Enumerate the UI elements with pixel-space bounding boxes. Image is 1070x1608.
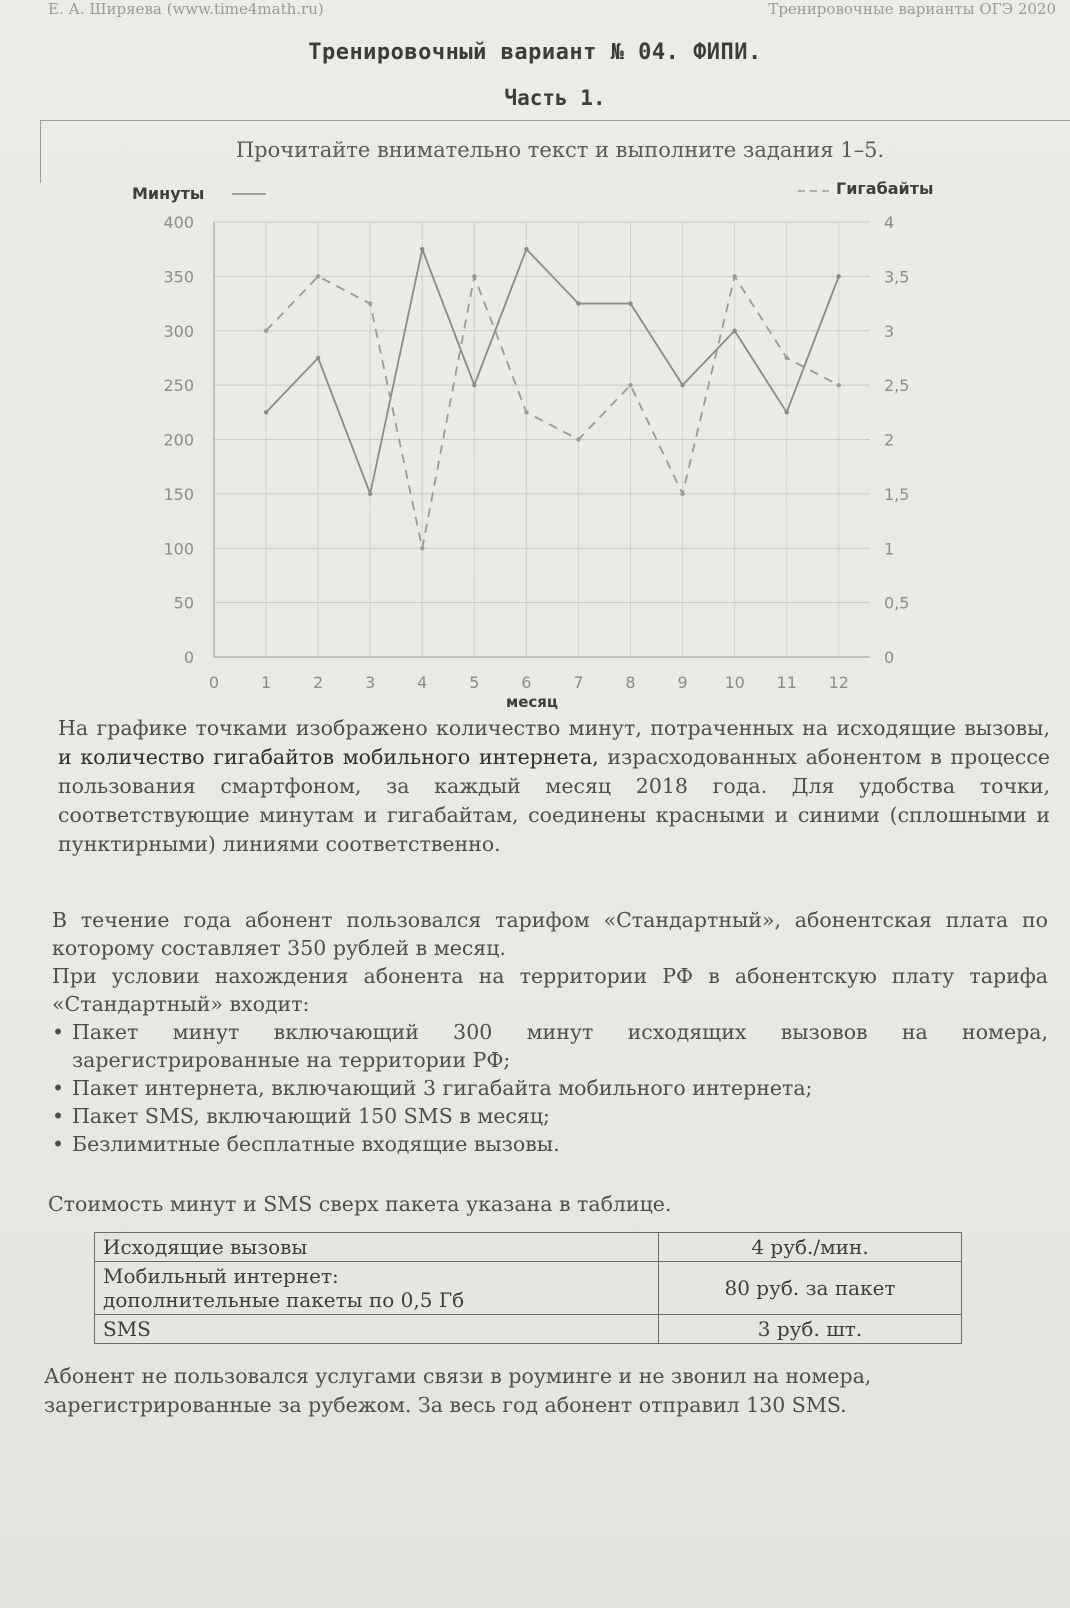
x-tick-label: 9 <box>677 673 688 692</box>
left-tick-label: 400 <box>163 213 194 232</box>
minutes-point <box>420 247 424 251</box>
x-tick-label: 11 <box>776 673 797 692</box>
list-item: • Пакет минут включающий 300 минут исходящих вызовов на номера, зарегистрированные на территории РФ; <box>52 1018 1048 1074</box>
list-item: • Безлимитные бесплатные входящие вызовы. <box>52 1130 1048 1158</box>
x-tick-label: 1 <box>260 673 272 692</box>
right-axis-label: Гигабайты <box>836 179 934 198</box>
right-tick-label: 1 <box>884 539 895 559</box>
right-tick-label: 0,5 <box>884 593 910 613</box>
chart-description <box>58 714 1050 859</box>
minutes-point <box>732 329 736 333</box>
right-tick-label: 3 <box>884 321 895 341</box>
tariff-section <box>52 906 1048 1158</box>
service-cell <box>95 1233 659 1262</box>
service-cell <box>95 1262 659 1315</box>
price-cell: 3 руб. шт. <box>659 1315 962 1344</box>
right-tick-label: 0 <box>884 648 895 667</box>
left-tick-label: 0 <box>183 648 194 667</box>
x-tick-label: 4 <box>417 673 428 692</box>
footer-text: Абонент не пользовался услугами связи в роуминге и не звонил на номера, зарегистрированные за рубежом. За весь год абонент отправил 130 SMS. <box>44 1364 872 1417</box>
price-cell: 80 руб. за пакет <box>659 1262 962 1315</box>
minutes-series-line <box>266 249 839 494</box>
left-axis-label: Минуты <box>132 184 205 203</box>
minutes-point <box>264 410 268 414</box>
minutes-point <box>524 247 528 251</box>
tariff-para1: В течение года абонент пользовался тарифом «Стандартный», абонентская плата по которому составляет 350 рублей в месяц. <box>52 908 1048 960</box>
table-row <box>95 1315 962 1344</box>
gigabytes-point <box>732 274 736 278</box>
header-source: Е. А. Ширяева (www.time4math.ru) <box>48 0 324 18</box>
left-tick-label: 150 <box>163 484 194 504</box>
instruction-text: Прочитайте внимательно текст и выполните задания 1–5. <box>235 138 885 162</box>
list-item: • Пакет интернета, включающий 3 гигабайта мобильного интернета; <box>52 1074 1048 1102</box>
description-part1: На графике точками изображено количество минут, потраченных на исходящие вызовы, <box>58 716 1050 740</box>
x-axis-label: месяц <box>505 693 559 711</box>
gigabytes-point <box>420 546 424 550</box>
usage-chart <box>0 0 1070 712</box>
price-cell: 4 руб./мин. <box>659 1233 962 1262</box>
right-tick-label: 4 <box>884 213 895 232</box>
right-tick-label: 3,5 <box>884 267 910 287</box>
minutes-point <box>472 383 476 387</box>
gigabytes-point <box>628 383 632 387</box>
right-tick-label: 2 <box>884 430 895 450</box>
gigabytes-series-line <box>266 276 839 548</box>
left-tick-label: 300 <box>163 321 194 341</box>
right-tick-label: 2,5 <box>884 376 910 396</box>
service-cell <box>95 1315 659 1344</box>
x-tick-label: 8 <box>625 673 636 692</box>
gigabytes-point <box>264 329 268 333</box>
minutes-point <box>837 274 841 278</box>
description-part3: израсходованных абонентом в процессе пользования смартфоном, за каждый месяц 2018 года. Для удобства точки, соответствующие минутам и гигабайтам, соединены красными и синими (сплошными и пунктирными) линиями соответственно. <box>58 745 1050 856</box>
x-tick-label: 12 <box>828 673 849 692</box>
tariff-para2: При условии нахождения абонента на территории РФ в абонентскую плату тарифа «Стандартный» входит: <box>52 964 1048 1016</box>
x-tick-label: 10 <box>724 673 745 692</box>
x-tick-label: 2 <box>313 673 324 692</box>
gigabytes-point <box>680 492 684 496</box>
x-tick-label: 6 <box>521 673 532 692</box>
service-name: Исходящие вызовы <box>103 1235 308 1259</box>
x-tick-label: 3 <box>365 673 376 692</box>
gigabytes-point <box>837 383 841 387</box>
x-tick-label: 7 <box>573 673 584 692</box>
header-series: Тренировочные варианты ОГЭ 2020 <box>768 0 1056 18</box>
gigabytes-point <box>524 410 528 414</box>
cost-table <box>94 1232 962 1344</box>
minutes-point <box>368 492 372 496</box>
gigabytes-point <box>576 437 580 441</box>
minutes-point <box>680 383 684 387</box>
gigabytes-point <box>472 274 476 278</box>
left-tick-label: 50 <box>173 593 194 613</box>
part-title: Часть 1. <box>504 86 606 110</box>
service-name-line2: дополнительные пакеты по 0,5 Гб <box>103 1288 465 1312</box>
right-tick-label: 1,5 <box>884 484 910 504</box>
left-tick-label: 250 <box>163 376 194 396</box>
left-tick-label: 100 <box>163 539 194 559</box>
minutes-point <box>576 301 580 305</box>
table-row <box>95 1262 962 1315</box>
x-tick-label: 5 <box>469 673 480 692</box>
gigabytes-point <box>784 356 788 360</box>
table-row <box>95 1233 962 1262</box>
left-tick-label: 350 <box>163 267 194 287</box>
gigabytes-point <box>316 274 320 278</box>
left-tick-label: 200 <box>163 430 194 450</box>
minutes-point <box>316 356 320 360</box>
service-name: Мобильный интернет: <box>103 1264 339 1288</box>
tariff-list <box>52 1018 1048 1158</box>
x-tick-label: 0 <box>208 673 220 692</box>
minutes-point <box>628 301 632 305</box>
description-part2: и количество гигабайтов мобильного интернета, <box>58 745 599 769</box>
page-title: Тренировочный вариант № 04. ФИПИ. <box>308 40 762 65</box>
cost-intro: Стоимость минут и SMS сверх пакета указана в таблице. <box>48 1192 672 1216</box>
minutes-point <box>784 410 788 414</box>
service-name: SMS <box>103 1317 151 1341</box>
list-item: • Пакет SMS, включающий 150 SMS в месяц; <box>52 1102 1048 1130</box>
gigabytes-point <box>368 301 372 305</box>
